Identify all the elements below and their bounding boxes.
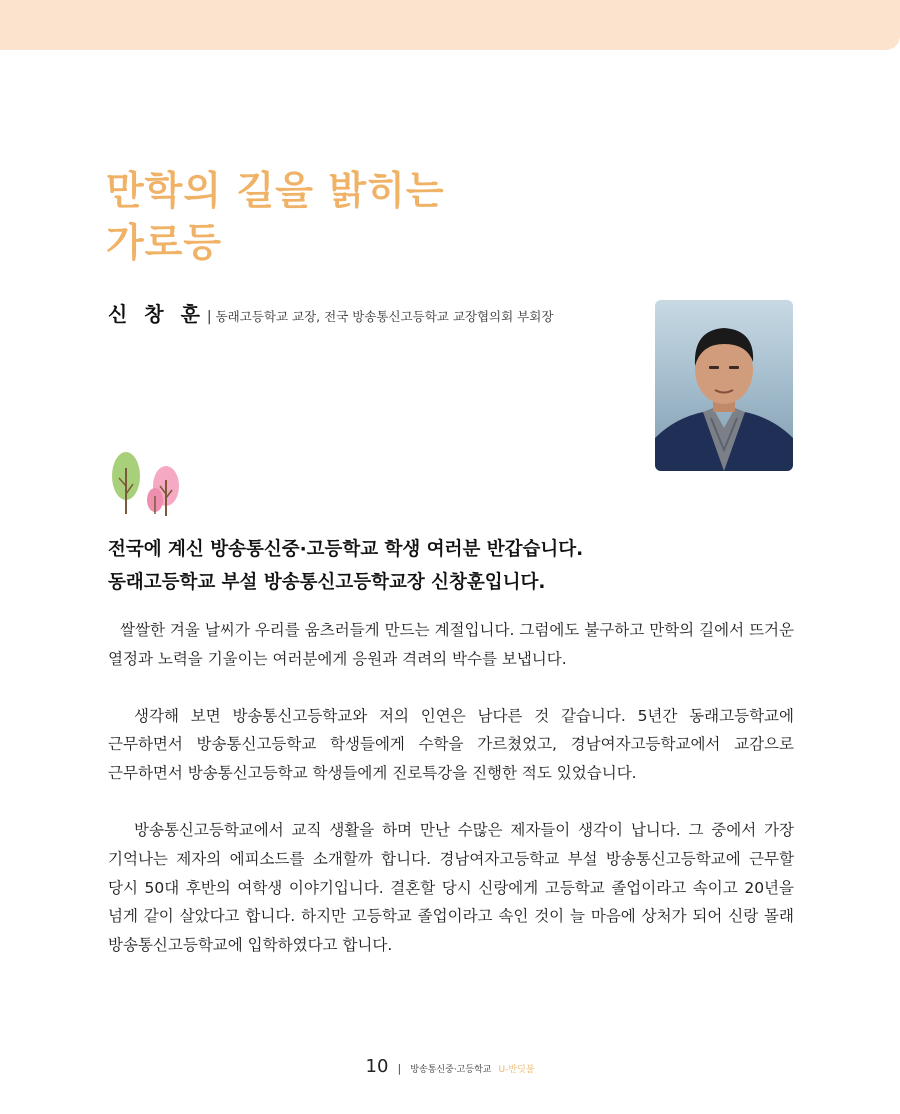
footer-separator: | <box>397 1062 402 1075</box>
author-byline <box>108 298 553 327</box>
author-role: 동래고등학교 교장, 전국 방송통신고등학교 교장협의회 부회장 <box>215 309 554 324</box>
author-portrait <box>655 300 793 471</box>
article-body <box>108 616 794 988</box>
page-footer <box>0 1056 900 1077</box>
top-decorative-band <box>0 0 900 50</box>
paragraph: 방송통신고등학교에서 교직 생활을 하며 만난 수많은 제자들이 생각이 납니다. 그 중에서 가장 기억나는 제자의 에피소드를 소개할까 합니다. 경남여자고등학교 부설 방송통신고등학교에 근무할 당시 50대 후반의 여학생 이야기입니다. 결혼할 당시 신랑에게 고등학교 졸업이라고 속이고 20년을 넘게 같이 살았다고 합니다. 하지만 고등학교 졸업이라고 속인 것이 늘 마음에 상처가 되어 신랑 몰래 방송통신고등학교에 입학하였다고 합니다. <box>108 820 794 955</box>
title-line-1: 만학의 길을 밝히는 <box>106 169 445 214</box>
author-separator: | <box>206 309 212 325</box>
greeting-line-2: 동래고등학교 부설 방송통신고등학교장 신창훈입니다. <box>108 572 546 593</box>
paragraph: 쌀쌀한 겨울 날씨가 우리를 움츠러들게 만드는 계절입니다. 그럼에도 불구하고 만학의 길에서 뜨거운 열정과 노력을 기울이는 여러분에게 응원과 격려의 박수를 보냅니다. <box>108 621 794 668</box>
article-title <box>106 166 445 270</box>
paragraph: 생각해 보면 방송통신고등학교와 저의 인연은 남다른 것 같습니다. 5년간 동래고등학교에 근무하면서 방송통신고등학교 학생들에게 수학을 가르쳤었고, 경남여자고등학교에서 교감으로 근무하면서 방송통신고등학교 학생들에게 진로특강을 진행한 적도 있었습니다. <box>108 706 794 783</box>
greeting-heading <box>108 533 808 599</box>
trees-icon <box>108 448 184 520</box>
author-name: 신 창 훈 <box>108 302 205 326</box>
publication-name: 방송통신중·고등학교 <box>410 1065 492 1075</box>
title-line-2: 가로등 <box>106 221 223 266</box>
greeting-line-1: 전국에 계신 방송통신중·고등학교 학생 여러분 반갑습니다. <box>108 539 584 560</box>
brand-name: U-반딧불 <box>498 1065 535 1075</box>
page-number: 10 <box>365 1056 389 1077</box>
